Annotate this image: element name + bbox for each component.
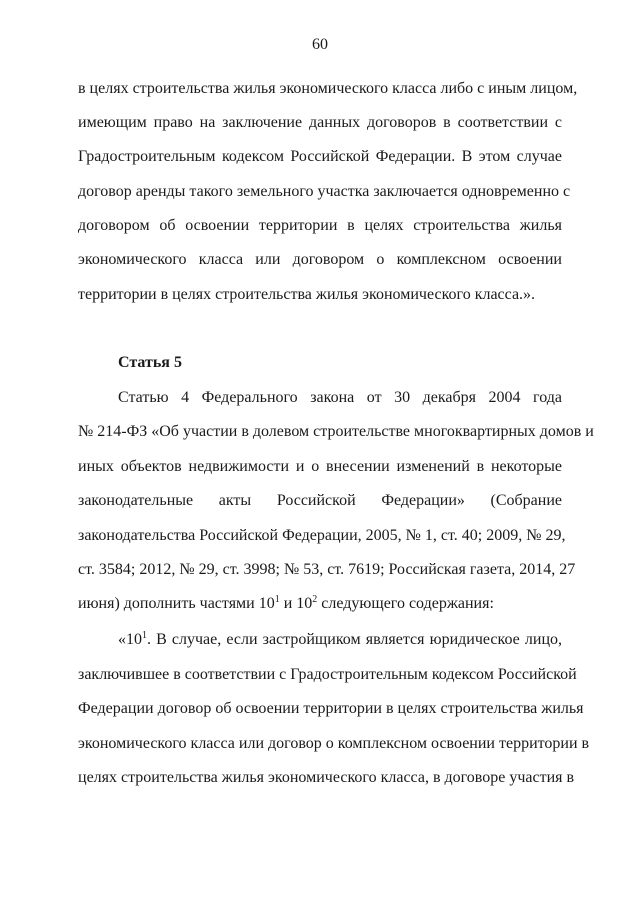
text-line: иных объектов недвижимости и о внесении изменений в некоторые	[78, 458, 562, 475]
text-fragment: следующего содержания:	[317, 595, 494, 612]
superscript: 1	[142, 630, 147, 641]
text-line: территории в целях строительства жилья экономического класса.».	[78, 286, 536, 303]
article-heading: Статья 5	[118, 354, 182, 371]
text-line: имеющим право на заключение данных договоров в соответствии с	[78, 114, 562, 131]
text-line: № 214-ФЗ «Об участии в долевом строительстве многоквартирных домов и	[78, 423, 594, 440]
text-line: законодательства Российской Федерации, 2005, № 1, ст. 40; 2009, № 29,	[78, 527, 566, 544]
text-line: в целях строительства жилья экономического класса либо с иным лицом,	[78, 80, 578, 97]
text-line: договор аренды такого земельного участка заключается одновременно с	[78, 183, 571, 200]
text-line: законодательные акты Российской Федерации» (Собрание	[78, 492, 562, 509]
text-line: Градостроительным кодексом Российской Федерации. В этом случае	[78, 148, 562, 165]
text-fragment: . В случае, если застройщиком является юридическое лицо,	[147, 631, 562, 648]
text-fragment: и 10	[279, 595, 313, 612]
text-line: Федерации договор об освоении территории в целях строительства жилья	[78, 700, 584, 717]
text-fragment: июня) дополнить частями 10	[78, 595, 275, 612]
text-line: ст. 3584; 2012, № 29, ст. 3998; № 53, ст. 7619; Российская газета, 2014, 27	[78, 561, 576, 578]
page-number: 60	[312, 36, 328, 53]
text-line: целях строительства жилья экономического класса, в договоре участия в	[78, 769, 575, 786]
superscript: 2	[312, 594, 318, 605]
superscript: 1	[274, 594, 280, 605]
text-line: договором об освоении территории в целях строительства жилья	[78, 217, 562, 234]
text-fragment: «10	[118, 631, 142, 648]
text-line: экономического класса или договор о комплексном освоении территории в	[78, 735, 590, 752]
text-line: Статью 4 Федерального закона от 30 декабря 2004 года	[118, 389, 562, 406]
text-line: заключившее в соответствии с Градостроительным кодексом Российской	[78, 666, 577, 683]
text-line	[78, 594, 562, 614]
text-line: экономического класса или договором о комплексном освоении	[78, 251, 562, 268]
text-line	[118, 630, 562, 650]
